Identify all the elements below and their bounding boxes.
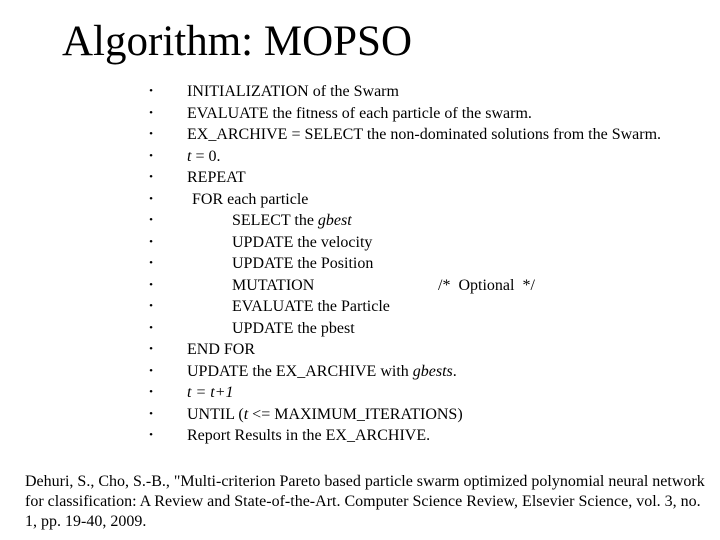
algorithm-line-select-gbest xyxy=(146,210,706,232)
algorithm-line-t-increment xyxy=(146,382,706,404)
bullet-icon: • xyxy=(149,192,153,205)
line-text: UPDATE the velocity xyxy=(232,233,373,251)
bullet-icon: • xyxy=(149,128,153,140)
bullet-icon: • xyxy=(149,171,153,183)
bullet-icon: • xyxy=(149,386,153,398)
variable-t: t xyxy=(187,147,192,165)
bullet-icon: • xyxy=(149,429,153,441)
bullet-icon: • xyxy=(149,235,153,248)
citation: Dehuri, S., Cho, S.-B., "Multi-criterion Pareto based particle swarm optimized polynomial neural network for classification: A Review and State-of-the-Art. Computer Science Review, Elsevier Science, vol. 3, no. 1, pp. 19-40, 2009. xyxy=(25,473,705,530)
line-text: EVALUATE the Particle xyxy=(232,298,390,315)
line-text: END FOR xyxy=(187,341,256,358)
algorithm-line-until xyxy=(146,404,706,426)
line-text: UPDATE the Position xyxy=(232,255,374,272)
variable-t: t xyxy=(243,405,249,423)
algorithm-line-for-each xyxy=(146,189,706,211)
algorithm-line-update-position xyxy=(146,253,706,275)
bullet-icon: • xyxy=(149,321,153,334)
bullet-icon: • xyxy=(149,257,153,269)
line-text: UPDATE the pbest xyxy=(232,319,355,337)
bullet-icon: • xyxy=(149,364,153,377)
line-text: FOR each particle xyxy=(192,190,309,208)
line-text: Report Results in the EX_ARCHIVE. xyxy=(187,427,431,444)
line-text: UPDATE the EX_ARCHIVE with xyxy=(187,362,413,380)
algorithm-line-evaluate-particle xyxy=(146,296,706,318)
variable-gbests: gbests xyxy=(412,362,453,380)
line-text: EVALUATE the fitness of each particle of the swarm. xyxy=(187,104,532,122)
line-text: EX_ARCHIVE = SELECT the non-dominated solutions from the Swarm. xyxy=(187,126,662,143)
bullet-icon: • xyxy=(149,149,153,162)
line-text: = 0. xyxy=(191,147,221,165)
optional-comment: /* Optional */ xyxy=(438,276,535,294)
bullet-icon: • xyxy=(149,407,153,420)
algorithm-line-mutation xyxy=(146,275,706,297)
algorithm-line-end-for xyxy=(146,339,706,361)
algorithm-line-update-pbest xyxy=(146,318,706,340)
algorithm-line-update-archive xyxy=(146,361,706,383)
algorithm-line-update-velocity xyxy=(146,232,706,254)
algorithm-list xyxy=(146,81,706,447)
algorithm-line-report xyxy=(146,425,706,447)
variable-t-increment: t = t+1 xyxy=(187,384,234,401)
line-text: <= MAXIMUM_ITERATIONS) xyxy=(248,405,463,423)
slide-title: Algorithm: MOPSO xyxy=(62,18,413,65)
line-text: . xyxy=(452,362,457,380)
bullet-icon: • xyxy=(149,214,153,226)
line-text: INITIALIZATION of the Swarm xyxy=(187,83,399,100)
algorithm-line-evaluate xyxy=(146,103,706,125)
line-text: UNTIL ( xyxy=(187,405,244,423)
line-text: SELECT the xyxy=(232,212,318,229)
bullet-icon: • xyxy=(149,85,153,97)
algorithm-line-repeat xyxy=(146,167,706,189)
line-text: MUTATION xyxy=(232,276,315,294)
line-text: REPEAT xyxy=(187,169,246,186)
bullet-icon: • xyxy=(149,278,153,291)
bullet-icon: • xyxy=(149,343,153,355)
bullet-icon: • xyxy=(149,106,153,119)
algorithm-line-t-init xyxy=(146,146,706,168)
bullet-icon: • xyxy=(149,300,153,312)
algorithm-line-ex-archive xyxy=(146,124,706,146)
variable-gbest: gbest xyxy=(317,212,352,229)
algorithm-line-initialization xyxy=(146,81,706,103)
